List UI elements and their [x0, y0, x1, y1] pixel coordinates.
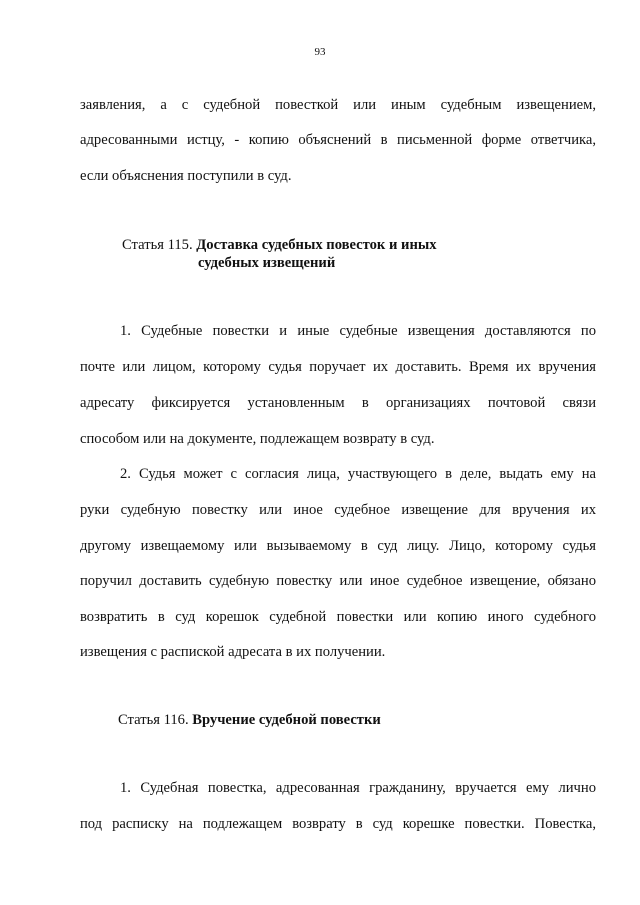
- text-line: возвратить в суд корешок судебной повестки или копию иного судебного: [80, 609, 596, 625]
- article-115-title-line2: судебных извещений: [198, 255, 336, 271]
- text-line: если объяснения поступили в суд.: [80, 168, 292, 184]
- text-line: 1. Судебные повестки и иные судебные извещения доставляются по: [120, 323, 596, 339]
- text-line: другому извещаемому или вызываемому в суд лицу. Лицо, которому судья: [80, 538, 596, 554]
- text-line: поручил доставить судебную повестку или иное судебное извещение, обязано: [80, 573, 596, 589]
- text-line: заявления, а с судебной повесткой или иным судебным извещением,: [80, 97, 596, 113]
- article-116-prefix: Статья 116.: [118, 712, 193, 728]
- text-line: способом или на документе, подлежащем возврату в суд.: [80, 431, 435, 447]
- text-line: 2. Судья может с согласия лица, участвующего в деле, выдать ему на: [120, 466, 596, 482]
- article-115-title-line1: Доставка судебных повесток и иных: [196, 237, 437, 253]
- text-line: адресованными истцу, - копию объяснений в письменной форме ответчика,: [80, 132, 596, 148]
- text-line: под расписку на подлежащем возврату в суд корешке повестки. Повестка,: [80, 816, 596, 832]
- article-115-heading: [122, 236, 437, 254]
- article-116-title: Вручение судебной повестки: [192, 712, 381, 728]
- text-line: извещения с распиской адресата в их получении.: [80, 644, 386, 660]
- text-line: руки судебную повестку или иное судебное извещение для вручения их: [80, 502, 596, 518]
- text-line: почте или лицом, которому судья поручает их доставить. Время их вручения: [80, 359, 596, 375]
- article-115-heading-line2: [198, 254, 335, 272]
- text-line: 1. Судебная повестка, адресованная гражданину, вручается ему лично: [120, 780, 596, 796]
- text-line: адресату фиксируется установленным в организациях почтовой связи: [80, 395, 596, 411]
- article-115-prefix: Статья 115.: [122, 237, 197, 253]
- page-number: 93: [314, 46, 326, 58]
- article-116-heading: [118, 711, 381, 729]
